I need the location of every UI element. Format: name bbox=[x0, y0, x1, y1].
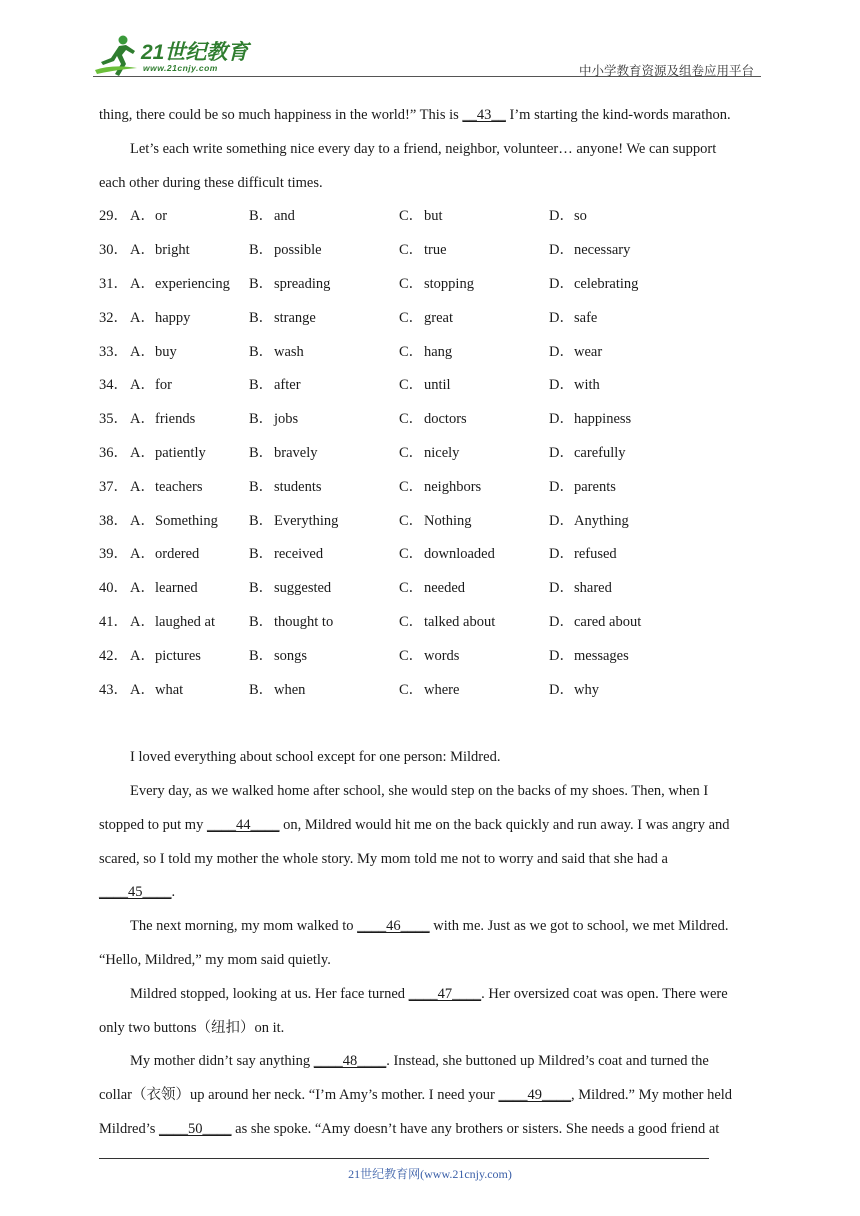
option-a[interactable] bbox=[130, 268, 249, 302]
option-text: nicely bbox=[424, 444, 460, 461]
option-letter: D． bbox=[549, 478, 574, 495]
option-letter: A． bbox=[130, 512, 155, 529]
text-segment: Every day, as we walked home after school, she would step on the backs of my shoes. Then, when I bbox=[130, 782, 709, 799]
question-row bbox=[99, 538, 761, 572]
option-a[interactable] bbox=[130, 437, 249, 471]
option-letter: C． bbox=[399, 411, 424, 428]
question-row bbox=[99, 234, 761, 268]
option-text: until bbox=[424, 377, 451, 394]
option-text: jobs bbox=[274, 411, 299, 428]
option-text: where bbox=[424, 681, 460, 698]
option-b[interactable] bbox=[249, 606, 399, 640]
option-letter: C． bbox=[399, 309, 424, 326]
option-text: celebrating bbox=[574, 275, 639, 292]
text-segment: collar（衣领）up around her neck. “I’m Amy’s mother. I need your bbox=[99, 1087, 499, 1104]
question-row bbox=[99, 674, 761, 708]
option-letter: B． bbox=[249, 512, 274, 529]
option-c[interactable] bbox=[399, 302, 549, 336]
option-text: hang bbox=[424, 343, 453, 360]
option-text: wear bbox=[574, 343, 603, 360]
option-letter: B． bbox=[249, 242, 274, 259]
option-letter: C． bbox=[399, 208, 424, 225]
option-letter: D． bbox=[549, 411, 574, 428]
option-b[interactable] bbox=[249, 640, 399, 674]
option-letter: A． bbox=[130, 242, 155, 259]
option-letter: D． bbox=[549, 647, 574, 664]
header-divider bbox=[93, 76, 761, 77]
option-c[interactable] bbox=[399, 674, 549, 708]
text-segment: . Her oversized coat was open. There were bbox=[481, 985, 728, 1002]
option-d[interactable] bbox=[549, 572, 729, 606]
question-number: 29． bbox=[99, 208, 128, 225]
option-a[interactable] bbox=[130, 403, 249, 437]
header-platform-name: 中小学教育资源及组卷应用平台 bbox=[578, 63, 754, 78]
paragraph-line bbox=[99, 876, 761, 910]
option-letter: C． bbox=[399, 444, 424, 461]
option-text: suggested bbox=[274, 580, 332, 597]
option-letter: C． bbox=[399, 478, 424, 495]
option-letter: B． bbox=[249, 377, 274, 394]
option-text: stopping bbox=[424, 275, 474, 292]
option-letter: D． bbox=[549, 681, 574, 698]
option-d[interactable] bbox=[549, 674, 729, 708]
text-segment: , Mildred.” My mother held bbox=[570, 1087, 733, 1104]
text-segment: Let’s each write something nice every day to a friend, neighbor, volunteer… anyone! We can support bbox=[130, 140, 717, 157]
option-letter: A． bbox=[130, 478, 155, 495]
question-number: 37． bbox=[99, 478, 128, 495]
text-segment: My mother didn’t say anything bbox=[130, 1053, 314, 1070]
question-number: 43． bbox=[99, 681, 128, 698]
option-a[interactable] bbox=[130, 336, 249, 370]
option-c[interactable] bbox=[399, 234, 549, 268]
option-text: friends bbox=[155, 411, 196, 428]
option-c[interactable] bbox=[399, 572, 549, 606]
option-text: students bbox=[274, 478, 322, 495]
option-letter: D． bbox=[549, 343, 574, 360]
answer-blank: ____50____ bbox=[159, 1120, 232, 1137]
option-text: teachers bbox=[155, 478, 203, 495]
option-letter: D． bbox=[549, 309, 574, 326]
option-d[interactable] bbox=[549, 200, 729, 234]
option-letter: A． bbox=[130, 275, 155, 292]
text-segment: Mildred’s bbox=[99, 1120, 160, 1137]
option-text: necessary bbox=[574, 242, 631, 259]
answer-blank: ____49____ bbox=[498, 1087, 571, 1104]
option-text: after bbox=[274, 377, 301, 394]
option-text: happiness bbox=[574, 411, 632, 428]
option-d[interactable] bbox=[549, 403, 729, 437]
option-text: safe bbox=[574, 309, 598, 326]
option-letter: C． bbox=[399, 546, 424, 563]
option-text: and bbox=[274, 208, 295, 225]
option-c[interactable] bbox=[399, 505, 549, 539]
option-b[interactable] bbox=[249, 200, 399, 234]
question-row bbox=[99, 369, 761, 403]
option-text: pictures bbox=[155, 647, 201, 664]
paragraph-line bbox=[99, 133, 761, 167]
option-b[interactable] bbox=[249, 538, 399, 572]
option-b[interactable] bbox=[249, 336, 399, 370]
option-text: buy bbox=[155, 343, 177, 360]
question-number: 35． bbox=[99, 411, 128, 428]
paragraph-line bbox=[99, 944, 761, 978]
option-c[interactable] bbox=[399, 538, 549, 572]
option-d[interactable] bbox=[549, 606, 729, 640]
question-number: 40． bbox=[99, 580, 128, 597]
option-letter: C． bbox=[399, 647, 424, 664]
option-b[interactable] bbox=[249, 268, 399, 302]
option-letter: A． bbox=[130, 580, 155, 597]
option-a[interactable] bbox=[130, 200, 249, 234]
question-row bbox=[99, 268, 761, 302]
option-text: so bbox=[574, 208, 587, 225]
option-a[interactable] bbox=[130, 572, 249, 606]
option-c[interactable] bbox=[399, 369, 549, 403]
question-number: 30． bbox=[99, 242, 128, 259]
option-a[interactable] bbox=[130, 302, 249, 336]
option-a[interactable] bbox=[130, 505, 249, 539]
text-segment: with me. Just as we got to school, we met Mildred. bbox=[429, 918, 729, 935]
option-text: needed bbox=[424, 580, 466, 597]
text-segment: on, Mildred would hit me on the back quickly and run away. I was angry and bbox=[279, 816, 730, 833]
option-c[interactable] bbox=[399, 471, 549, 505]
passage-1-tail bbox=[99, 99, 761, 200]
option-letter: C． bbox=[399, 275, 424, 292]
option-c[interactable] bbox=[399, 403, 549, 437]
option-letter: B． bbox=[249, 613, 274, 630]
option-a[interactable] bbox=[130, 640, 249, 674]
option-letter: D． bbox=[549, 377, 574, 394]
option-text: Anything bbox=[574, 512, 629, 529]
option-text: neighbors bbox=[424, 478, 482, 495]
option-letter: C． bbox=[399, 242, 424, 259]
option-b[interactable] bbox=[249, 302, 399, 336]
option-letter: A． bbox=[130, 647, 155, 664]
option-letter: A． bbox=[130, 208, 155, 225]
option-b[interactable] bbox=[249, 234, 399, 268]
option-text: talked about bbox=[424, 613, 496, 630]
option-c[interactable] bbox=[399, 606, 549, 640]
option-d[interactable] bbox=[549, 302, 729, 336]
text-segment: The next morning, my mom walked to bbox=[130, 918, 358, 935]
option-text: downloaded bbox=[424, 546, 495, 563]
text-segment: each other during these difficult times. bbox=[99, 174, 323, 191]
option-letter: B． bbox=[249, 546, 274, 563]
paragraph-line bbox=[99, 1113, 761, 1147]
question-row bbox=[99, 606, 761, 640]
footer-text[interactable]: 21世纪教育网(www.21cnjy.com) bbox=[348, 1167, 512, 1181]
option-text: carefully bbox=[574, 444, 626, 461]
section-gap bbox=[99, 707, 761, 741]
option-letter: A． bbox=[130, 377, 155, 394]
text-segment: thing, there could be so much happiness in the world!” This is bbox=[99, 107, 463, 123]
option-text: experiencing bbox=[155, 275, 230, 292]
option-text: bravely bbox=[274, 444, 318, 461]
question-row bbox=[99, 403, 761, 437]
question-number: 36． bbox=[99, 444, 128, 461]
option-text: possible bbox=[274, 242, 322, 259]
question-number: 33． bbox=[99, 343, 128, 360]
option-text: why bbox=[574, 681, 599, 698]
question-number: 41． bbox=[99, 613, 128, 630]
text-segment: as she spoke. “Amy doesn’t have any brothers or sisters. She needs a good friend at bbox=[231, 1120, 720, 1137]
option-b[interactable] bbox=[249, 674, 399, 708]
option-b[interactable] bbox=[249, 403, 399, 437]
option-a[interactable] bbox=[130, 538, 249, 572]
paragraph-line bbox=[99, 775, 761, 809]
option-text: words bbox=[424, 647, 460, 664]
option-text: bright bbox=[155, 242, 190, 259]
paragraph-line bbox=[99, 843, 761, 877]
page-header bbox=[0, 0, 860, 80]
answer-blank: ____46____ bbox=[357, 918, 430, 935]
option-text: doctors bbox=[424, 411, 467, 428]
option-b[interactable] bbox=[249, 471, 399, 505]
option-letter: C． bbox=[399, 580, 424, 597]
option-letter: D． bbox=[549, 242, 574, 259]
option-letter: D． bbox=[549, 580, 574, 597]
question-row bbox=[99, 471, 761, 505]
question-row bbox=[99, 200, 761, 234]
option-letter: B． bbox=[249, 208, 274, 225]
option-text: spreading bbox=[274, 275, 331, 292]
option-c[interactable] bbox=[399, 640, 549, 674]
text-segment: I’m starting the kind-words marathon. bbox=[505, 107, 731, 123]
passage-2 bbox=[99, 741, 761, 1147]
question-number: 38． bbox=[99, 512, 128, 529]
option-letter: A． bbox=[130, 343, 155, 360]
logo-url: www.21cnjy.com bbox=[143, 63, 218, 73]
option-text: cared about bbox=[574, 613, 642, 630]
option-text: parents bbox=[574, 478, 616, 495]
option-c[interactable] bbox=[399, 200, 549, 234]
option-a[interactable] bbox=[130, 674, 249, 708]
option-b[interactable] bbox=[249, 369, 399, 403]
question-row bbox=[99, 302, 761, 336]
option-text: patiently bbox=[155, 444, 206, 461]
option-letter: C． bbox=[399, 343, 424, 360]
option-letter: B． bbox=[249, 478, 274, 495]
option-text: Something bbox=[155, 512, 218, 529]
option-a[interactable] bbox=[130, 369, 249, 403]
answer-blank: ____45____ bbox=[99, 884, 172, 901]
question-number: 31． bbox=[99, 275, 128, 292]
option-letter: A． bbox=[130, 411, 155, 428]
option-letter: B． bbox=[249, 275, 274, 292]
paragraph-line bbox=[99, 99, 761, 133]
question-number: 39． bbox=[99, 546, 128, 563]
option-text: for bbox=[155, 377, 172, 394]
option-d[interactable] bbox=[549, 471, 729, 505]
option-d[interactable] bbox=[549, 437, 729, 471]
option-letter: B． bbox=[249, 444, 274, 461]
option-c[interactable] bbox=[399, 437, 549, 471]
option-text: great bbox=[424, 309, 453, 326]
option-d[interactable] bbox=[549, 640, 729, 674]
paragraph-line bbox=[99, 978, 761, 1012]
text-segment: scared, so I told my mother the whole story. My mom told me not to worry and said that she had a bbox=[99, 850, 668, 867]
answer-blank: ____44____ bbox=[206, 816, 280, 833]
option-b[interactable] bbox=[249, 505, 399, 539]
option-d[interactable] bbox=[549, 268, 729, 302]
option-letter: C． bbox=[399, 613, 424, 630]
question-row bbox=[99, 437, 761, 471]
option-letter: A． bbox=[130, 546, 155, 563]
question-row bbox=[99, 640, 761, 674]
text-segment: stopped to put my bbox=[99, 816, 207, 833]
option-letter: B． bbox=[249, 681, 274, 698]
question-row bbox=[99, 336, 761, 370]
option-letter: B． bbox=[249, 647, 274, 664]
option-text: happy bbox=[155, 309, 191, 326]
option-text: received bbox=[274, 546, 324, 563]
answer-blank: ____47____ bbox=[408, 985, 482, 1002]
option-text: laughed at bbox=[155, 613, 215, 630]
option-text: thought to bbox=[274, 613, 334, 630]
paragraph-line bbox=[99, 1045, 761, 1079]
option-b[interactable] bbox=[249, 572, 399, 606]
option-text: but bbox=[424, 208, 443, 225]
option-a[interactable] bbox=[130, 606, 249, 640]
option-text: Nothing bbox=[424, 512, 472, 529]
option-letter: D． bbox=[549, 613, 574, 630]
option-letter: A． bbox=[130, 309, 155, 326]
footer-divider bbox=[99, 1158, 709, 1159]
option-letter: B． bbox=[249, 580, 274, 597]
option-letter: D． bbox=[549, 444, 574, 461]
runner-icon bbox=[93, 34, 141, 78]
option-d[interactable] bbox=[549, 369, 729, 403]
paragraph-line bbox=[99, 809, 761, 843]
document-body bbox=[99, 99, 761, 1147]
option-letter: B． bbox=[249, 343, 274, 360]
option-text: with bbox=[574, 377, 600, 394]
paragraph-line bbox=[99, 1012, 761, 1046]
option-text: refused bbox=[574, 546, 617, 563]
option-text: wash bbox=[274, 343, 304, 360]
paragraph-line bbox=[99, 167, 761, 201]
option-text: when bbox=[274, 681, 306, 698]
option-letter: D． bbox=[549, 546, 574, 563]
question-list bbox=[99, 200, 761, 707]
option-text: songs bbox=[274, 647, 308, 664]
option-text: strange bbox=[274, 309, 316, 326]
text-segment: Mildred stopped, looking at us. Her face turned bbox=[130, 985, 409, 1002]
question-number: 42． bbox=[99, 647, 128, 664]
site-logo[interactable] bbox=[93, 34, 263, 78]
question-number: 34． bbox=[99, 377, 128, 394]
option-text: ordered bbox=[155, 546, 200, 563]
option-text: what bbox=[155, 681, 184, 698]
option-letter: B． bbox=[249, 309, 274, 326]
option-letter: A． bbox=[130, 444, 155, 461]
text-segment: . bbox=[171, 884, 176, 901]
option-letter: C． bbox=[399, 512, 424, 529]
option-c[interactable] bbox=[399, 336, 549, 370]
answer-blank: __43__ bbox=[462, 107, 506, 123]
option-letter: C． bbox=[399, 681, 424, 698]
option-text: Everything bbox=[274, 512, 339, 529]
option-text: shared bbox=[574, 580, 612, 597]
option-letter: A． bbox=[130, 681, 155, 698]
text-segment: . Instead, she buttoned up Mildred’s coat and turned the bbox=[386, 1053, 709, 1070]
text-segment: only two buttons（纽扣）on it. bbox=[99, 1019, 285, 1036]
option-text: or bbox=[155, 208, 168, 225]
option-d[interactable] bbox=[549, 505, 729, 539]
paragraph-line bbox=[99, 910, 761, 944]
paragraph-line bbox=[99, 1079, 761, 1113]
option-a[interactable] bbox=[130, 471, 249, 505]
option-text: learned bbox=[155, 580, 198, 597]
question-row bbox=[99, 572, 761, 606]
option-letter: C． bbox=[399, 377, 424, 394]
question-number: 32． bbox=[99, 309, 128, 326]
option-letter: B． bbox=[249, 411, 274, 428]
option-d[interactable] bbox=[549, 336, 729, 370]
option-letter: D． bbox=[549, 208, 574, 225]
option-d[interactable] bbox=[549, 538, 729, 572]
option-letter: A． bbox=[130, 613, 155, 630]
text-segment: “Hello, Mildred,” my mom said quietly. bbox=[99, 951, 331, 968]
text-segment: I loved everything about school except for one person: Mildred. bbox=[130, 749, 501, 766]
option-c[interactable] bbox=[399, 268, 549, 302]
logo-text: 21世纪教育 bbox=[141, 41, 249, 64]
question-row bbox=[99, 505, 761, 539]
paragraph-line bbox=[99, 741, 761, 775]
option-text: true bbox=[424, 242, 447, 259]
option-b[interactable] bbox=[249, 437, 399, 471]
option-letter: D． bbox=[549, 275, 574, 292]
option-a[interactable] bbox=[130, 234, 249, 268]
option-text: messages bbox=[574, 647, 629, 664]
option-letter: D． bbox=[549, 512, 574, 529]
option-d[interactable] bbox=[549, 234, 729, 268]
answer-blank: ____48____ bbox=[313, 1053, 387, 1070]
